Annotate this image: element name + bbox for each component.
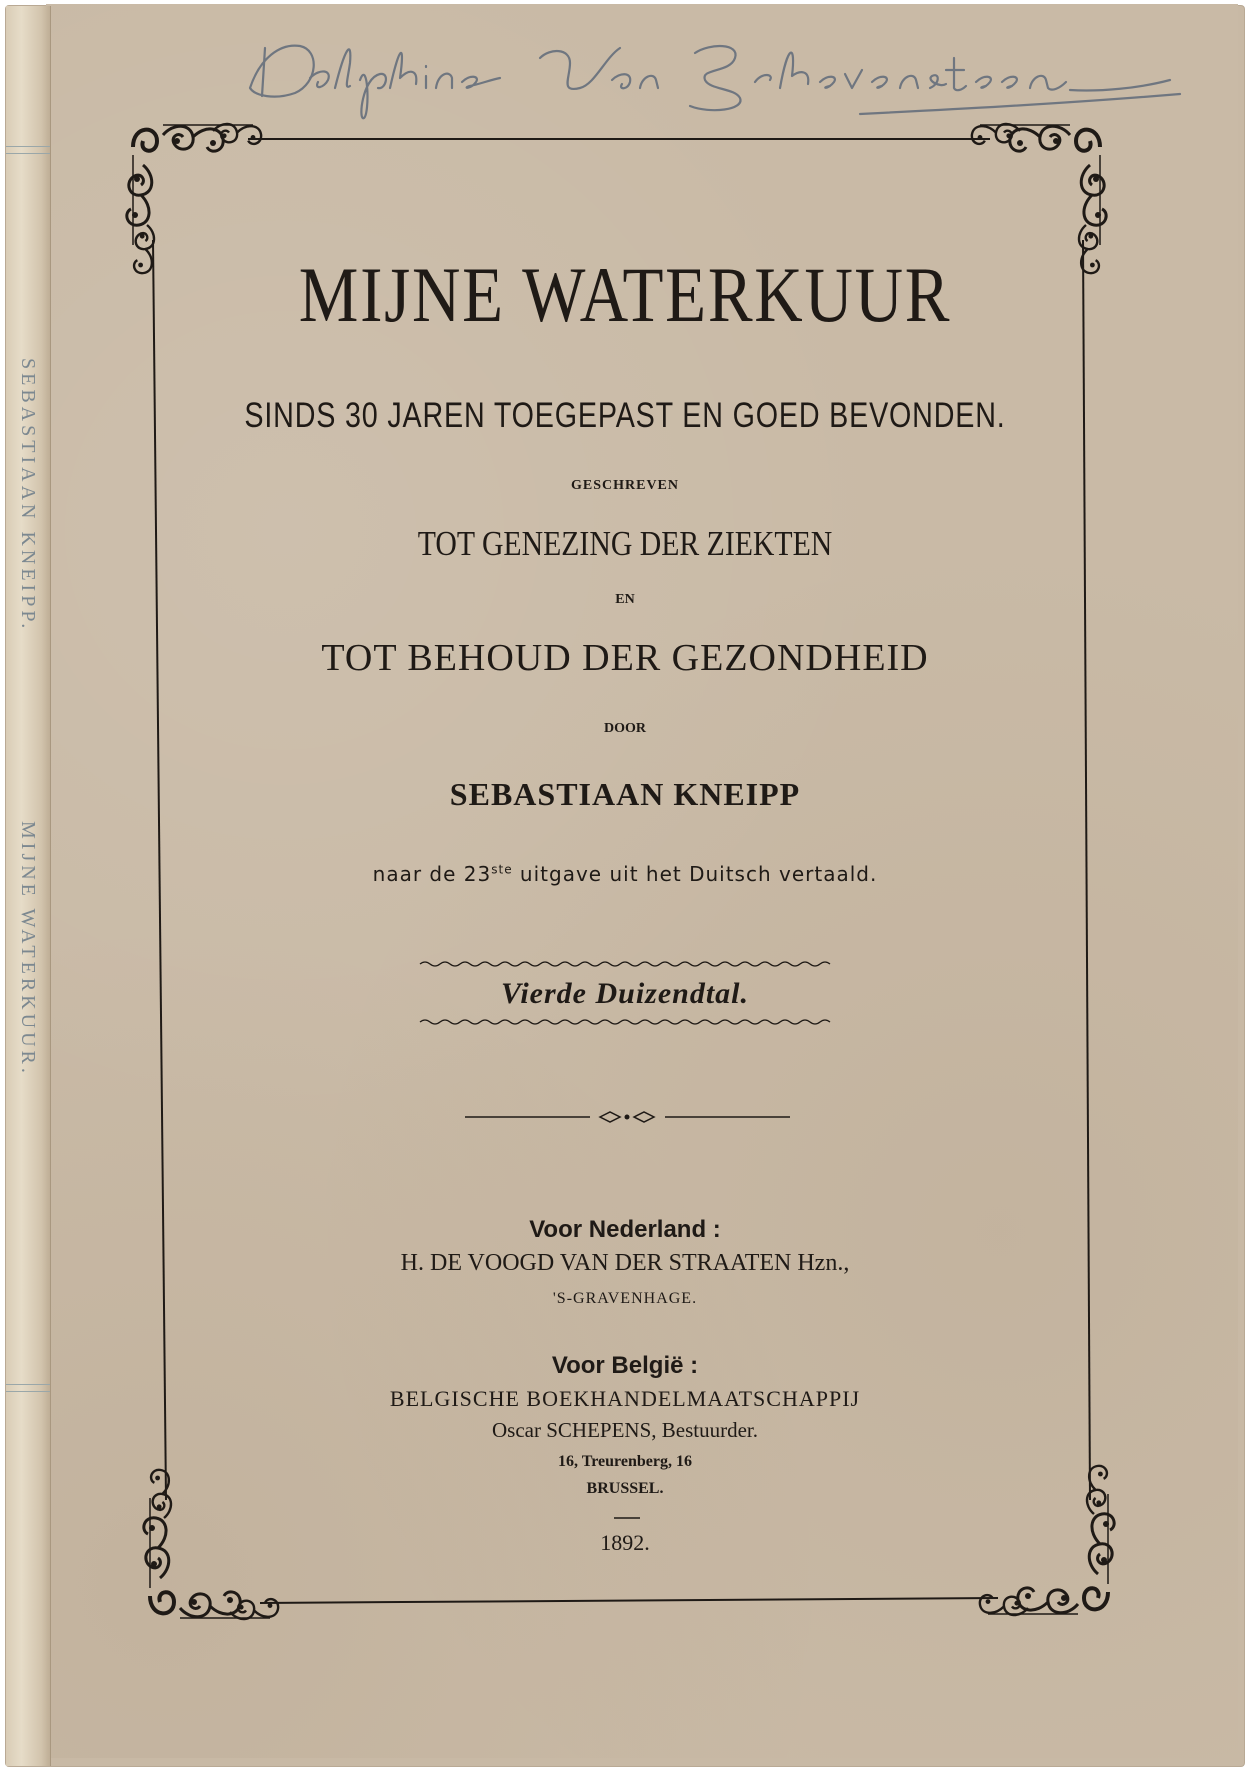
divider-ornament <box>465 1112 790 1122</box>
belgium-address: 16, Treurenberg, 16 <box>558 1453 692 1470</box>
written-label: GESCHREVEN <box>570 478 680 493</box>
publication-year: 1892. <box>600 1530 650 1555</box>
author-name: SEBASTIAAN KNEIPP <box>449 776 801 812</box>
edition-label: Vierde Duizendtal. <box>500 977 750 1010</box>
and-label: EN <box>615 592 635 607</box>
cover-subtitle: SINDS 30 JAREN TOEGEPAST EN GOED BEVONDEN. <box>244 396 1006 435</box>
spine-title: MIJNE WATERKUUR. <box>17 821 39 1077</box>
wavy-rule-top <box>420 962 830 966</box>
frame-rule-bottom <box>260 1598 998 1603</box>
netherlands-publisher: H. DE VOOGD VAN DER STRAATEN Hzn., <box>400 1250 850 1276</box>
wavy-rule-bottom <box>420 1020 830 1024</box>
translation-note-pre: naar de 23 <box>372 862 492 886</box>
purpose-line-2: TOT BEHOUD DER GEZONDHEID <box>321 637 929 679</box>
belgium-publisher: BELGISCHE BOEKHANDELMAATSCHAPPIJ <box>389 1386 861 1411</box>
by-label: DOOR <box>604 721 646 736</box>
belgium-city: BRUSSEL. <box>586 1480 664 1497</box>
spine-author: SEBASTIAAN KNEIPP. <box>17 358 39 633</box>
purpose-line-1: TOT GENEZING DER ZIEKTEN <box>417 524 833 563</box>
netherlands-city: 'S-GRAVENHAGE. <box>552 1290 698 1307</box>
translation-note <box>150 862 1100 886</box>
netherlands-label: Voor Nederland : <box>529 1216 721 1243</box>
cover-title: MIJNE WATERKUUR <box>298 251 952 338</box>
translation-note-post: uitgave uit het Duitsch vertaald. <box>512 862 878 886</box>
belgium-director: Oscar SCHEPENS, Bestuurder. <box>492 1418 758 1442</box>
translation-note-sup: ste <box>491 862 513 877</box>
belgium-label: Voor België : <box>551 1352 699 1379</box>
